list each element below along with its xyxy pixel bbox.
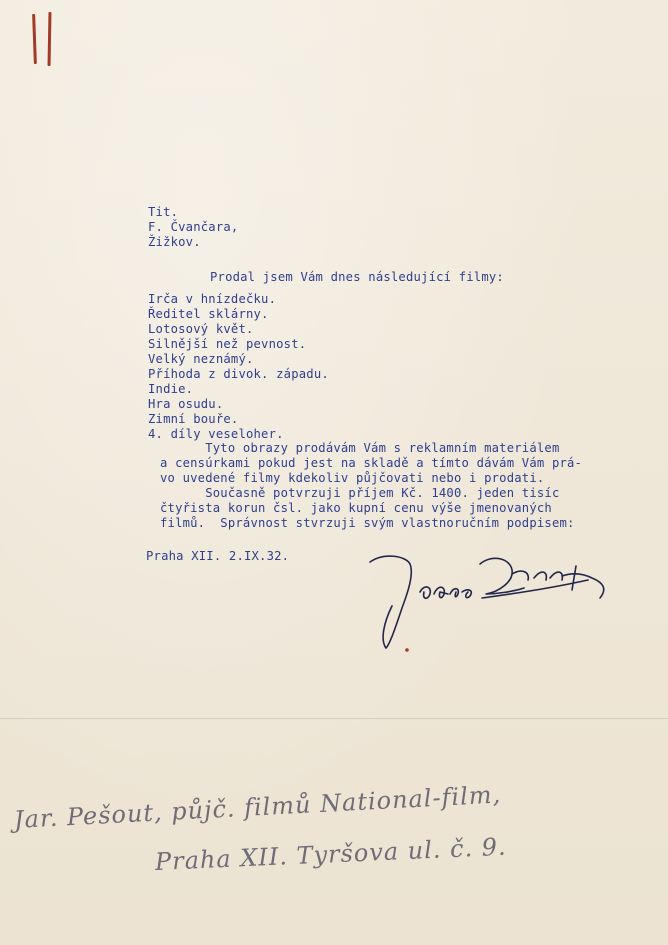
intro-line: Prodal jsem Vám dnes následující filmy:	[210, 270, 504, 284]
addressee-line-2: F. Čvančara,	[148, 220, 239, 234]
film-item: Velký neznámý.	[148, 352, 254, 366]
body-line: čtyřista korun čsl. jako kupní cenu výše jmenovaných	[160, 501, 552, 515]
handwritten-note-line-2: Praha XII. Tyršova ul. č. 9.	[154, 832, 508, 876]
film-item: Ředitel sklárny.	[148, 307, 269, 321]
signature-image	[362, 548, 612, 658]
red-mark-left	[32, 14, 37, 64]
film-item: Irča v hnízdečku.	[148, 292, 277, 306]
paper-fold-line	[0, 718, 668, 719]
place-date: Praha XII. 2.IX.32.	[146, 549, 290, 563]
film-item: Hra osudu.	[148, 397, 224, 411]
red-mark-right	[48, 12, 52, 66]
film-item: Zimní bouře.	[148, 412, 239, 426]
film-item: Indie.	[148, 382, 194, 396]
body-line: vo uvedené filmy kdekoliv půjčovati nebo i prodati.	[160, 471, 545, 485]
body-line: a censúrkami pokud jest na skladě a tímto dávám Vám prá-	[160, 456, 583, 470]
film-item: Lotosový květ.	[148, 322, 254, 336]
film-item: 4. díly veseloher.	[148, 427, 284, 441]
handwritten-note-line-1: Jar. Pešout, půjč. filmů National-film,	[13, 780, 502, 834]
addressee-line-3: Žižkov.	[148, 235, 201, 249]
body-line: Tyto obrazy prodávám Vám s reklamním materiálem	[160, 441, 560, 455]
body-line: filmů. Správnost stvrzuji svým vlastnoručním podpisem:	[160, 516, 575, 530]
film-item: Příhoda z divok. západu.	[148, 367, 329, 381]
film-item: Silnější než pevnost.	[148, 337, 307, 351]
addressee-line-1: Tit.	[148, 205, 179, 219]
red-dot	[405, 648, 409, 652]
body-line: Současně potvrzuji příjem Kč. 1400. jeden tisíc	[160, 486, 560, 500]
